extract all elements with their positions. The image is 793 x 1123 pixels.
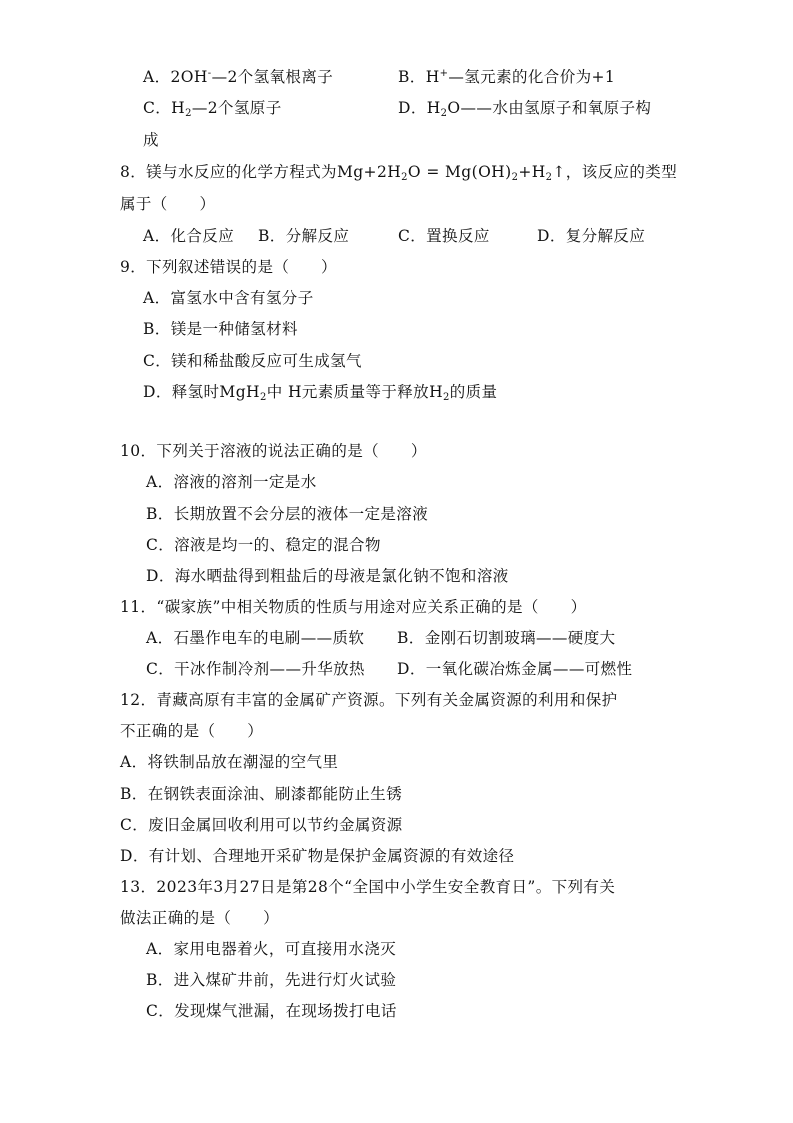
q11-option-d: D．一氧化碳冶炼金属——可燃性 bbox=[397, 660, 633, 678]
q12-stem-continued: 不正确的是（ ） bbox=[120, 722, 264, 740]
q7-option-c: C．$H_2—2$个氢原子 bbox=[143, 99, 282, 119]
q9-option-b: B．镁是一种储氢材料 bbox=[143, 320, 298, 338]
q9-option-d: D．释氢时MgH$_2$中 H元素质量等于释放$H_2$的质量 bbox=[143, 383, 498, 403]
q10-stem: 10．下列关于溶液的说法正确的是（ ） bbox=[120, 442, 427, 460]
q11-option-c: C．干冰作制冷剂——升华放热 bbox=[146, 660, 365, 678]
q7-option-d: D．$H_2O——$水由氢原子和氧原子构 bbox=[398, 99, 652, 119]
q9-stem: 9．下列叙述错误的是（ ） bbox=[120, 258, 337, 276]
q10-option-b: B．长期放置不会分层的液体一定是溶液 bbox=[146, 505, 429, 523]
q8-option-d: D．复分解反应 bbox=[537, 227, 646, 245]
q11-option-a: A．石墨作电车的电刷——质软 bbox=[146, 629, 365, 647]
q13-option-b: B．进入煤矿井前，先进行灯火试验 bbox=[146, 971, 397, 989]
q10-option-a: A．溶液的溶剂一定是水 bbox=[146, 473, 317, 491]
q12-stem: 12．青藏高原有丰富的金属矿产资源。下列有关金属资源的利用和保护 bbox=[120, 691, 618, 709]
q12-option-b: B．在钢铁表面涂油、刷漆都能防止生锈 bbox=[120, 785, 403, 803]
q10-option-c: C．溶液是均一的、稳定的混合物 bbox=[146, 536, 381, 554]
q13-option-c: C．发现煤气泄漏，在现场拨打电话 bbox=[146, 1002, 397, 1020]
q10-option-d: D．海水晒盐得到粗盐后的母液是氯化钠不饱和溶液 bbox=[146, 567, 509, 585]
q9-option-a: A．富氢水中含有氢分子 bbox=[143, 289, 314, 307]
q13-stem-continued: 做法正确的是（ ） bbox=[120, 909, 280, 927]
q12-option-d: D．有计划、合理地开采矿物是保护金属资源的有效途径 bbox=[120, 847, 515, 865]
q8-option-a: A．化合反应 bbox=[143, 227, 235, 245]
q7-option-b: B．H+—氢元素的化合价为+1 bbox=[398, 68, 616, 86]
q7-option-d-continued: 成 bbox=[143, 131, 159, 149]
q12-option-a: A．将铁制品放在潮湿的空气里 bbox=[120, 753, 339, 771]
q8-stem-continued: 属于（ ） bbox=[120, 195, 216, 213]
q7-option-a: A．2OH-—2个氢氧根离子 bbox=[143, 68, 334, 86]
q8-option-c: C．置换反应 bbox=[398, 227, 490, 245]
q8-stem: 8．镁与水反应的化学方程式为$Mg+2H_2O$ = $Mg(OH)_2+H_2↑$，该反应的类型 bbox=[120, 163, 678, 183]
q11-stem: 11．“碳家族”中相关物质的性质与用途对应关系正确的是（ ） bbox=[120, 598, 587, 616]
q12-option-c: C．废旧金属回收利用可以节约金属资源 bbox=[120, 816, 403, 834]
q11-option-b: B．金刚石切割玻璃——硬度大 bbox=[397, 629, 616, 647]
q13-option-a: A．家用电器着火，可直接用水浇灭 bbox=[146, 940, 397, 958]
q8-option-b: B．分解反应 bbox=[258, 227, 350, 245]
q9-option-c: C．镁和稀盐酸反应可生成氢气 bbox=[143, 352, 362, 370]
q13-stem: 13．2023年3月27日是第28个“全国中小学生安全教育日”。下列有关 bbox=[120, 878, 616, 896]
